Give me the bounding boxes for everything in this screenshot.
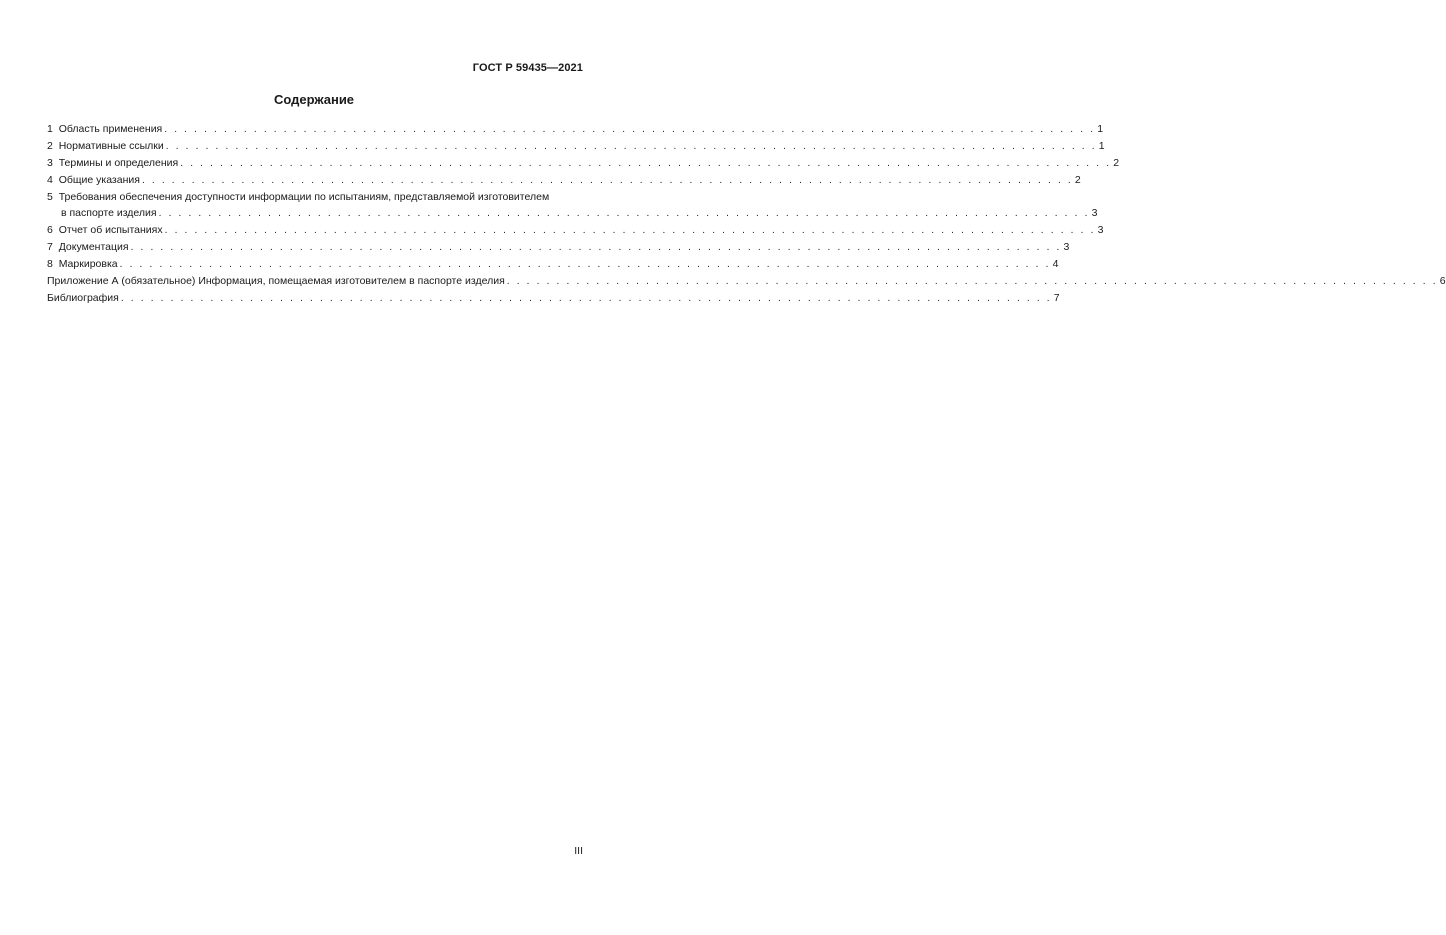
toc-entry-number: 3 (47, 157, 53, 169)
toc-entry-page: 7 (1053, 292, 1060, 304)
toc-entry-number: 8 (47, 258, 53, 270)
toc-entry-title: Нормативные ссылки (58, 140, 164, 152)
toc-entry-title: Термины и определения (58, 157, 179, 169)
dot-leader: . . . . . . . . . . . . . . . . . . . . . . . . . . . . . . . . . . . . . . . . . . . . . . . . . . . . . . . . . . . . . . . . . . . . . . . . . . . . . . . . . . . . . . . . . . . . . . (130, 242, 1062, 253)
toc-entry-title-continuation: в паспорте изделия (61, 207, 157, 219)
toc-entry-page: 2 (1074, 174, 1081, 186)
toc-entry-requirements[interactable] (47, 189, 1098, 222)
toc-entry-terms[interactable] (47, 155, 1120, 172)
toc-heading: Содержание (273, 92, 355, 107)
document-code: ГОСТ Р 59435—2021 (472, 62, 583, 74)
toc-entry-page: 6 (1439, 275, 1446, 287)
toc-entry-bibliography[interactable] (47, 290, 1060, 307)
dot-leader: . . . . . . . . . . . . . . . . . . . . . . . . . . . . . . . . . . . . . . . . . . . . . . . . . . . . . . . . . . . . . . . . . . . . . . . . . . . . . . . . . . . . . . . . . . . . . . (164, 124, 1096, 135)
toc-entry-title: Документация (58, 241, 129, 253)
toc-entry-page: 4 (1052, 258, 1059, 270)
toc-entry-title: Область применения (58, 123, 163, 135)
toc-entry-appendix-a[interactable] (47, 273, 1446, 290)
toc-entry-scope[interactable] (47, 121, 1104, 138)
toc-entry-title: Приложение А (обязательное) Информация, помещаемая изготовителем в паспорте изделия (47, 275, 505, 287)
dot-leader: . . . . . . . . . . . . . . . . . . . . . . . . . . . . . . . . . . . . . . . . . . . . . . . . . . . . . . . . . . . . . . . . . . . . . . . . . . . . . . . . . . . . . . . . . . . . . . (506, 276, 1438, 287)
toc-entry-title: Требования обеспечения доступности информации по испытаниям, представляемой изготовителем (58, 191, 550, 203)
toc-entry-number: 4 (47, 174, 53, 186)
table-of-contents (47, 121, 1446, 307)
dot-leader: . . . . . . . . . . . . . . . . . . . . . . . . . . . . . . . . . . . . . . . . . . . . . . . . . . . . . . . . . . . . . . . . . . . . . . . . . . . . . . . . . . . . . . . . . . . . . . (165, 141, 1097, 152)
toc-entry-title: Общие указания (58, 174, 140, 186)
toc-entry-page: 3 (1097, 224, 1104, 236)
toc-entry-general[interactable] (47, 172, 1081, 189)
toc-entry-test-report[interactable] (47, 222, 1104, 239)
toc-entry-page: 1 (1097, 123, 1104, 135)
toc-entry-title: Библиография (47, 292, 119, 304)
dot-leader: . . . . . . . . . . . . . . . . . . . . . . . . . . . . . . . . . . . . . . . . . . . . . . . . . . . . . . . . . . . . . . . . . . . . . . . . . . . . . . . . . . . . . . . . . . . . . . (180, 158, 1112, 169)
toc-entry-normative-refs[interactable] (47, 138, 1105, 155)
page-number: III (574, 845, 583, 857)
toc-entry-number: 6 (47, 224, 53, 236)
dot-leader: . . . . . . . . . . . . . . . . . . . . . . . . . . . . . . . . . . . . . . . . . . . . . . . . . . . . . . . . . . . . . . . . . . . . . . . . . . . . . . . . . . . . . . . . . . . . . . (158, 208, 1090, 219)
toc-entry-marking[interactable] (47, 256, 1059, 273)
toc-entry-number: 2 (47, 140, 53, 152)
dot-leader: . . . . . . . . . . . . . . . . . . . . . . . . . . . . . . . . . . . . . . . . . . . . . . . . . . . . . . . . . . . . . . . . . . . . . . . . . . . . . . . . . . . . . . . . . . . . . . (119, 259, 1051, 270)
toc-entry-number: 1 (47, 123, 53, 135)
toc-entry-documentation[interactable] (47, 239, 1070, 256)
toc-entry-page: 3 (1063, 241, 1070, 253)
toc-entry-number: 5 (47, 191, 53, 203)
toc-entry-title: Маркировка (58, 258, 118, 270)
toc-entry-page: 1 (1098, 140, 1105, 152)
dot-leader: . . . . . . . . . . . . . . . . . . . . . . . . . . . . . . . . . . . . . . . . . . . . . . . . . . . . . . . . . . . . . . . . . . . . . . . . . . . . . . . . . . . . . . . . . . . . . . (164, 225, 1096, 236)
toc-entry-title: Отчет об испытаниях (58, 224, 163, 236)
toc-entry-page: 3 (1091, 207, 1098, 219)
toc-entry-page: 2 (1113, 157, 1120, 169)
toc-entry-number: 7 (47, 241, 53, 253)
dot-leader: . . . . . . . . . . . . . . . . . . . . . . . . . . . . . . . . . . . . . . . . . . . . . . . . . . . . . . . . . . . . . . . . . . . . . . . . . . . . . . . . . . . . . . . . . . . . . . (141, 175, 1073, 186)
dot-leader: . . . . . . . . . . . . . . . . . . . . . . . . . . . . . . . . . . . . . . . . . . . . . . . . . . . . . . . . . . . . . . . . . . . . . . . . . . . . . . . . . . . . . . . . . . . . . . (120, 293, 1052, 304)
